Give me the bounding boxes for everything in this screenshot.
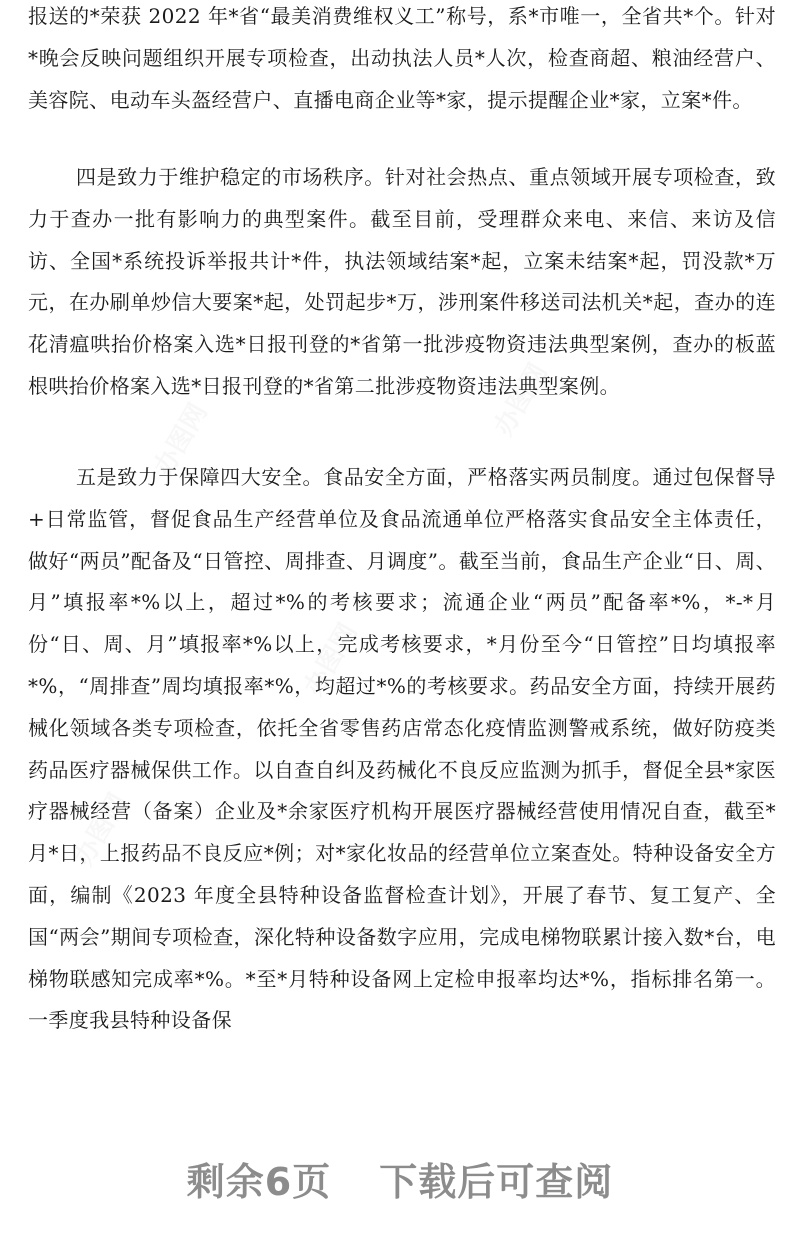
download-prompt-banner[interactable] (0, 1148, 800, 1208)
paragraph-four-safeties: 五是致力于保障四大安全。食品安全方面，严格落实两员制度。通过包保督导+日常监管，督促食品生产经营单位及食品流通单位严格落实食品安全主体责任，做好“两员”配备及“日管控、周排查、月调度”。截至当前，食品生产企业“日、周、月”填报率*%以上，超过*%的考核要求；流通企业“两员”配备率*%，*-*月份“日、周、月”填报率*%以上，完成考核要求，*月份至今“日管控”日均填报率*%，“周排查”周均填报率*%，均超过*%的考核要求。药品安全方面，持续开展药械化领域各类专项检查，依托全省零售药店常态化疫情监测警戒系统，做好防疫类药品医疗器械保供工作。以自查自纠及药械化不良反应监测为抓手，督促全县*家医疗器械经营（备案）企业及*余家医疗机构开展医疗器械经营使用情况自查，截至*月*日，上报药品不良反应*例；对*家化妆品的经营单位立案查处。特种设备安全方面，编制《2023 年度全县特种设备监督检查计划》，开展了春节、复工复产、全国“两会”期间专项检查，深化特种设备数字应用，完成电梯物联累计接入数*台，电梯物联感知完成率*%。*至*月特种设备网上定检申报率均达*%，指标排名第一。一季度我县特种设备保 (28, 465, 776, 1033)
watermark-text: 办图网 (68, 788, 134, 872)
paragraph-market-order: 四是致力于维护稳定的市场秩序。针对社会热点、重点领域开展专项检查，致力于查办一批有影响力的典型案件。截至目前，受理群众来电、来信、来访及信访、全国*系统投诉举报共计*件，执法领域结案*起，立案未结案*起，罚没款*万元，在办刷单炒信大要案*起，处罚起步*万，涉刑案件移送司法机关*起，查办的连花清瘟哄抬价格案入选*日报刊登的*省第一批涉疫物资违法典型案例，查办的板蓝根哄抬价格案入选*日报刊登的*省第二批涉疫物资违法典型案例。 (28, 165, 776, 398)
download-to-view-label[interactable]: 下载后可查阅 (379, 1159, 614, 1204)
paragraph-consumer-rights: 报送的*荣获 2022 年*省“最美消费维权义工”称号，系*市唯一，全省共*个。针对*晚会反映问题组织开展专项检查，出动执法人员*人次，检查商超、粮油经营户、美容院、电动车头盔经营户、直播电商企业等*家，提示提醒企业*家，立案*件。 (28, 4, 776, 112)
remaining-pages-label[interactable]: 剩余6页 (186, 1159, 332, 1204)
watermark-text: 办图网 (148, 398, 214, 482)
watermark-text: 办图网 (298, 618, 364, 702)
watermark-text: 办图网 (488, 358, 554, 442)
